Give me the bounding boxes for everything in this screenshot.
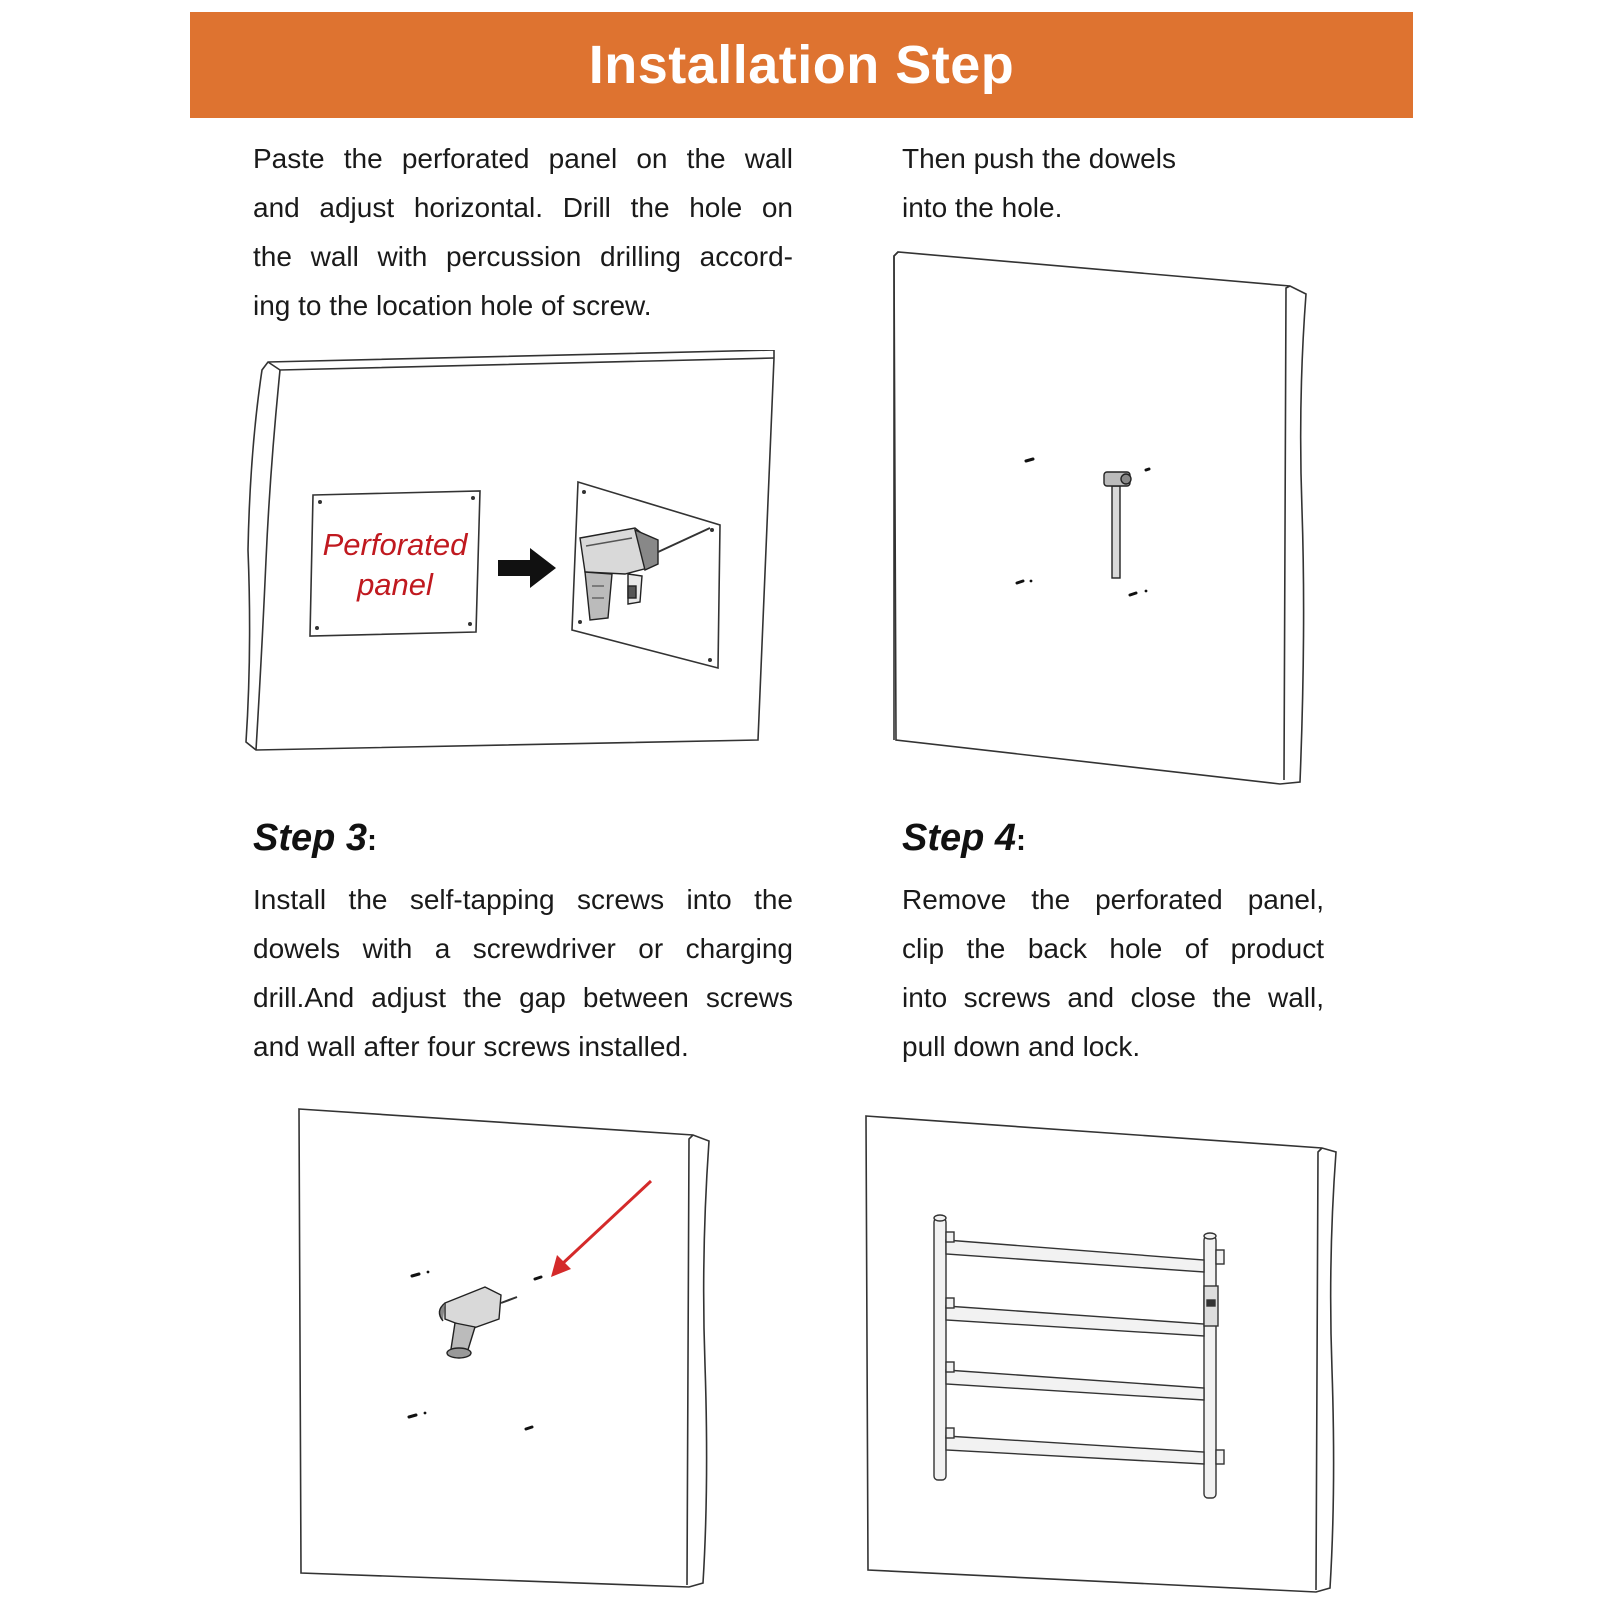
step3-illustration (295, 1105, 725, 1595)
step2-line: Then push the dowels (902, 143, 1176, 174)
perforated-panel (310, 491, 480, 636)
step4-line: pull down and lock. (902, 1031, 1141, 1062)
step4-line: clip the back hole of product (902, 933, 1324, 964)
step1-line: ing to the location hole of screw. (253, 290, 652, 321)
step1-line: the wall with percussion drilling accord- (253, 241, 793, 272)
step1-line: Paste the perforated panel on the wall (253, 143, 793, 174)
step4-illustration (862, 1110, 1352, 1595)
step3-line: Install the self-tapping screws into the (253, 884, 793, 915)
step3-title-colon: : (367, 824, 378, 857)
step4-title-colon: : (1016, 824, 1027, 857)
step3-line: drill.And adjust the gap between screws (253, 982, 793, 1013)
step4-text (902, 875, 1324, 1071)
header-banner (190, 12, 1413, 118)
step1-illustration (240, 350, 800, 775)
step2-line: into the hole. (902, 192, 1063, 223)
step3-line: dowels with a screwdriver or charging (253, 933, 793, 964)
step4-line: Remove the perforated panel, (902, 884, 1324, 915)
step4-title-text: Step 4 (902, 817, 1017, 859)
page-title: Installation Step (588, 35, 1015, 95)
step3-title-text: Step 3 (253, 817, 368, 859)
wall-board (894, 252, 1306, 784)
wall-board (299, 1109, 709, 1587)
step1-text (253, 134, 793, 330)
panel-label-line1: Perforated (322, 527, 468, 562)
step3-text (253, 875, 793, 1071)
step4-line: into screws and close the wall, (902, 982, 1324, 1013)
step2-text (902, 134, 1322, 232)
step1-line: and adjust horizontal. Drill the hole on (253, 192, 793, 223)
step4-title (902, 817, 1026, 860)
step3-title (253, 817, 377, 860)
step2-illustration (890, 250, 1320, 790)
panel-label-line2: panel (357, 567, 433, 602)
step3-line: and wall after four screws installed. (253, 1031, 689, 1062)
